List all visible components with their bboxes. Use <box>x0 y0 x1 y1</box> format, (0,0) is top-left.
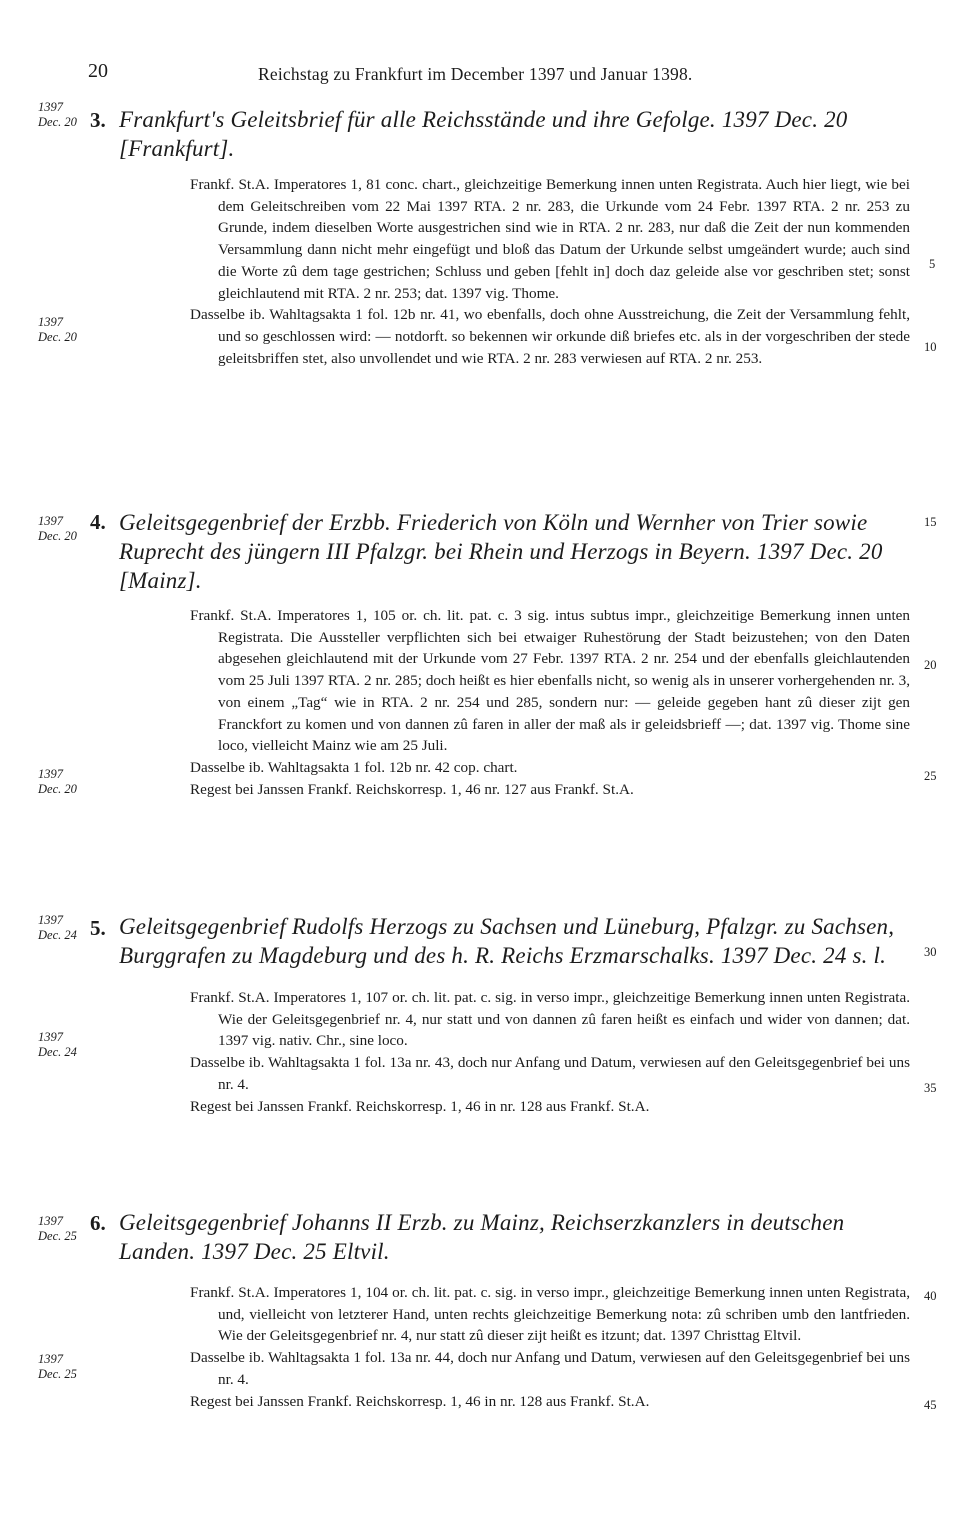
source-paragraph: Dasselbe ib. Wahltagsakta 1 fol. 12b nr. 41, wo ebenfalls, doch ohne Ausstreichung, die Zeit der Versammlung fehlt, und so geschlossen wird: — notdorft. so bekennen wir orkunde diß briefes etc. als in der vorgeschriben der stede geleitsbriffen stet, also unvollendet und wie RTA. 2 nr. 283 verwiesen auf RTA. 2 nr. 253. <box>190 306 910 367</box>
line-number: 15 <box>924 515 937 529</box>
source-paragraph: Frankf. St.A. Imperatores 1, 104 or. ch. lit. pat. c. sig. in verso impr., gleichzeitige Bemerkung innen unten Registrata, und, vielleicht von letzterer Hand, unten rechts gleichzeitige Bemerkung nota: zû schriben umb den lantfrieden. Wie der Geleitsgegenbrief nr. 4, nur statt zû dieser zijt heißt es itzunt; dat. 1397 Christtag Eltvil. <box>190 1284 910 1345</box>
text-margin-date: 1397 Dec. 24 <box>38 1030 77 1059</box>
source-paragraph: Regest bei Janssen Frankf. Reichskorresp. 1, 46 nr. 127 aus Frankf. St.A. <box>190 780 634 798</box>
entry-body <box>190 1282 910 1412</box>
line-number: 40 <box>924 1289 937 1303</box>
source-paragraph: Dasselbe ib. Wahltagsakta 1 fol. 12b nr. 42 cop. chart. <box>190 758 518 776</box>
source-paragraph: Dasselbe ib. Wahltagsakta 1 fol. 13a nr. 43, doch nur Anfang und Datum, verwiesen auf den Geleitsgegenbrief bei uns nr. 4. <box>190 1054 910 1093</box>
entry-title: Geleitsgegenbrief Rudolfs Herzogs zu Sachsen und Lüneburg, Pfalzgr. zu Sachsen, Burggrafen zu Magdeburg und des h. R. Reichs Erzmarschalks. 1397 Dec. 24 s. l. <box>119 914 895 968</box>
margin-date: 1397 Dec. 20 <box>38 514 77 543</box>
margin-date: 1397 Dec. 20 <box>38 100 77 129</box>
entry-number: 5. <box>90 916 106 940</box>
text-margin-date: 1397 Dec. 20 <box>38 315 77 344</box>
line-number: 45 <box>924 1398 937 1412</box>
entry-title: Geleitsgegenbrief Johanns II Erzb. zu Mainz, Reichserzkanzlers in deutschen Landen. 1397 Dec. 25 Eltvil. <box>119 1210 845 1264</box>
entry-body <box>190 174 910 369</box>
entry-body <box>190 605 910 800</box>
entry-number: 6. <box>90 1211 106 1235</box>
entry-title: Frankfurt's Geleitsbrief für alle Reichsstände und ihre Gefolge. 1397 Dec. 20 [Frankfurt]. <box>119 107 848 161</box>
source-paragraph: Frankf. St.A. Imperatores 1, 81 conc. chart., gleichzeitige Bemerkung innen unten Registrata. Auch hier liegt, wie bei dem Geleitschreiben vom 22 Mai 1397 RTA. 2 nr. 283, die Urkunde vom 24 Febr. 1397 RTA. 2 nr. 253 zu Grunde, indem dieselben Worte ausgestrichen sind wie in RTA. 2 nr. 283, nur daß die Zeit der nun kommenden Versammlung dann nicht mehr eingefügt und bloß das Datum der Urkunde selbst umgeändert wurde; auch sind die Worte zû dem tage gestrichen; Schluss und geben [fehlt in] doch daz geleide alse vor geschriben stet; sonst gleichlautend mit RTA. 2 nr. 253; dat. 1397 vig. Thome. <box>190 176 910 302</box>
line-number: 30 <box>924 945 937 959</box>
entry-number: 3. <box>90 108 106 132</box>
source-paragraph: Frankf. St.A. Imperatores 1, 105 or. ch. lit. pat. c. 3 sig. intus subtus impr., gleichzeitige Bemerkung innen unten Registrata. Die Aussteller verpflichten sich bei etwaiger Ruhestörung der Stadt beizustehen; von den Daten abgesehen gleichlautend mit der Urkunde vom 27 Febr. 1397 RTA. 2 nr. 254 und der ebenfalls gleichlautenden vom 25 Juli 1397 RTA. 2 nr. 285; doch heißt es hier ebenfalls nicht, so wenig als in unserer vorhergehenden nr. 3, von einem „Tag“ wie in RTA. 2 nr. 254 und 285, sondern nur: — geleide gegeben hant zû dieser zijt gen Franckfort zu komen und von dannen zû faren in aller der maß als ir geleidsbrieff —; dat. 1397 vig. Thome sine loco, vielleicht Mainz wie am 25 Juli. <box>190 607 910 755</box>
entry-number: 4. <box>90 510 106 534</box>
source-paragraph: Dasselbe ib. Wahltagsakta 1 fol. 13a nr. 44, doch nur Anfang und Datum, verwiesen auf den Geleitsgegenbrief bei uns nr. 4. <box>190 1349 910 1388</box>
entry-body <box>190 987 910 1117</box>
line-number: 20 <box>924 658 937 672</box>
source-paragraph: Frankf. St.A. Imperatores 1, 107 or. ch. lit. pat. c. sig. in verso impr., gleichzeitige Bemerkung innen unten Registrata. Wie der Geleitsgegenbrief nr. 4, nur statt und von dannen zû faren heißt es einfach und wider von dannen; dat. 1397 vig. nativ. Chr., sine loco. <box>190 989 910 1050</box>
line-number: 5 <box>929 257 936 271</box>
line-number: 35 <box>924 1081 937 1095</box>
source-paragraph: Regest bei Janssen Frankf. Reichskorresp. 1, 46 in nr. 128 aus Frankf. St.A. <box>190 1097 650 1115</box>
margin-date: 1397 Dec. 24 <box>38 913 77 942</box>
text-margin-date: 1397 Dec. 25 <box>38 1352 77 1381</box>
entry-title: Geleitsgegenbrief der Erzbb. Friederich von Köln und Wernher von Trier sowie Ruprecht des jüngern III Pfalzgr. bei Rhein und Herzogs in Beyern. 1397 Dec. 20 [Mainz]. <box>119 510 883 593</box>
text-margin-date: 1397 Dec. 20 <box>38 767 77 796</box>
page-number: 20 <box>88 60 108 82</box>
margin-date: 1397 Dec. 25 <box>38 1214 77 1243</box>
source-paragraph: Regest bei Janssen Frankf. Reichskorresp. 1, 46 in nr. 128 aus Frankf. St.A. <box>190 1392 650 1410</box>
line-number: 10 <box>924 340 937 354</box>
running-head: Reichstag zu Frankfurt im December 1397 und Januar 1398. <box>258 64 693 84</box>
line-number: 25 <box>924 769 937 783</box>
